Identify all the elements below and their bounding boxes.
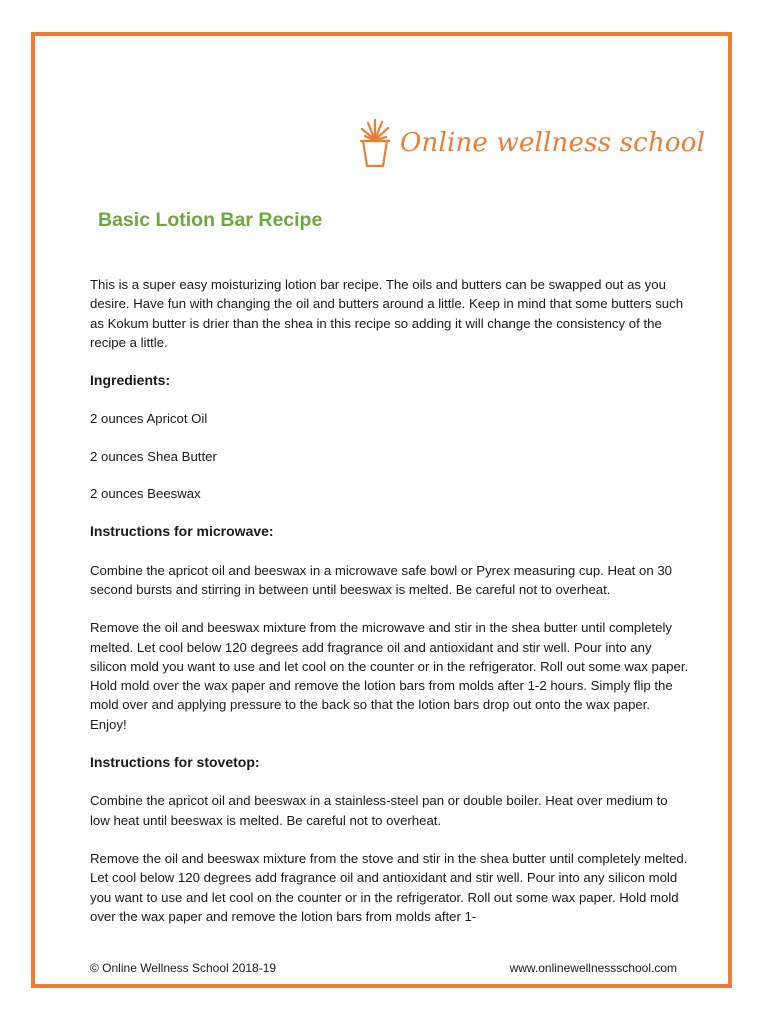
stovetop-step: Combine the apricot oil and beeswax in a stainless-steel pan or double boiler. Heat over medium to low heat until beeswax is melted. Be careful not to overheat. xyxy=(90,793,668,828)
logo xyxy=(358,115,705,171)
microwave-step: Combine the apricot oil and beeswax in a microwave safe bowl or Pyrex measuring cup. Heat on 30 second bursts and stirring in between until beeswax is melted. Be careful not to overheat. xyxy=(90,562,673,597)
ingredient-item: 2 ounces Shea Butter xyxy=(90,448,217,464)
document-body xyxy=(90,275,690,926)
ingredients-heading: Ingredients: xyxy=(90,372,171,389)
page-title: Basic Lotion Bar Recipe xyxy=(98,209,323,231)
ingredient-item: 2 ounces Beeswax xyxy=(90,486,201,502)
microwave-step: Remove the oil and beeswax mixture from the microwave and stir in the shea butter until completely melted. Let cool below 120 degrees add fragrance oil and antioxidant and stir well. Pour into any silicon mold you want to use and let cool on the counter or in the refrigerator. Roll out some wax paper. Hold mold over the wax paper and remove the lotion bars from molds after 1-2 hours. Simply flip the mold over and applying pressure to the back so that the lotion bars drop out onto the wax paper. Enjoy! xyxy=(90,620,689,732)
intro-paragraph: This is a super easy moisturizing lotion bar recipe. The oils and butters can be swapped out as you desire. Have fun with changing the oil and butters around a little. Keep in mind that some butters such as Kokum butter is drier than the shea in this recipe so adding it will change the consistency of the recipe a little. xyxy=(90,277,684,350)
footer-copyright: © Online Wellness School 2018-19 xyxy=(90,961,277,975)
logo-text: Online wellness school xyxy=(400,128,706,158)
plant-pot-icon xyxy=(358,116,392,170)
microwave-heading: Instructions for microwave: xyxy=(90,523,274,540)
stovetop-step: Remove the oil and beeswax mixture from the stove and stir in the shea butter until completely melted. Let cool below 120 degrees add fragrance oil and antioxidant and stir well. Pour into any silicon mold you want to use and let cool on the counter or in the refrigerator. Roll out some wax paper. Hold mold over the wax paper and remove the lotion bars from molds after 1- xyxy=(90,850,688,924)
footer-website: www.onlinewellnessschool.com xyxy=(509,961,677,975)
ingredient-item: 2 ounces Apricot Oil xyxy=(90,411,208,427)
stovetop-heading: Instructions for stovetop: xyxy=(90,754,260,771)
